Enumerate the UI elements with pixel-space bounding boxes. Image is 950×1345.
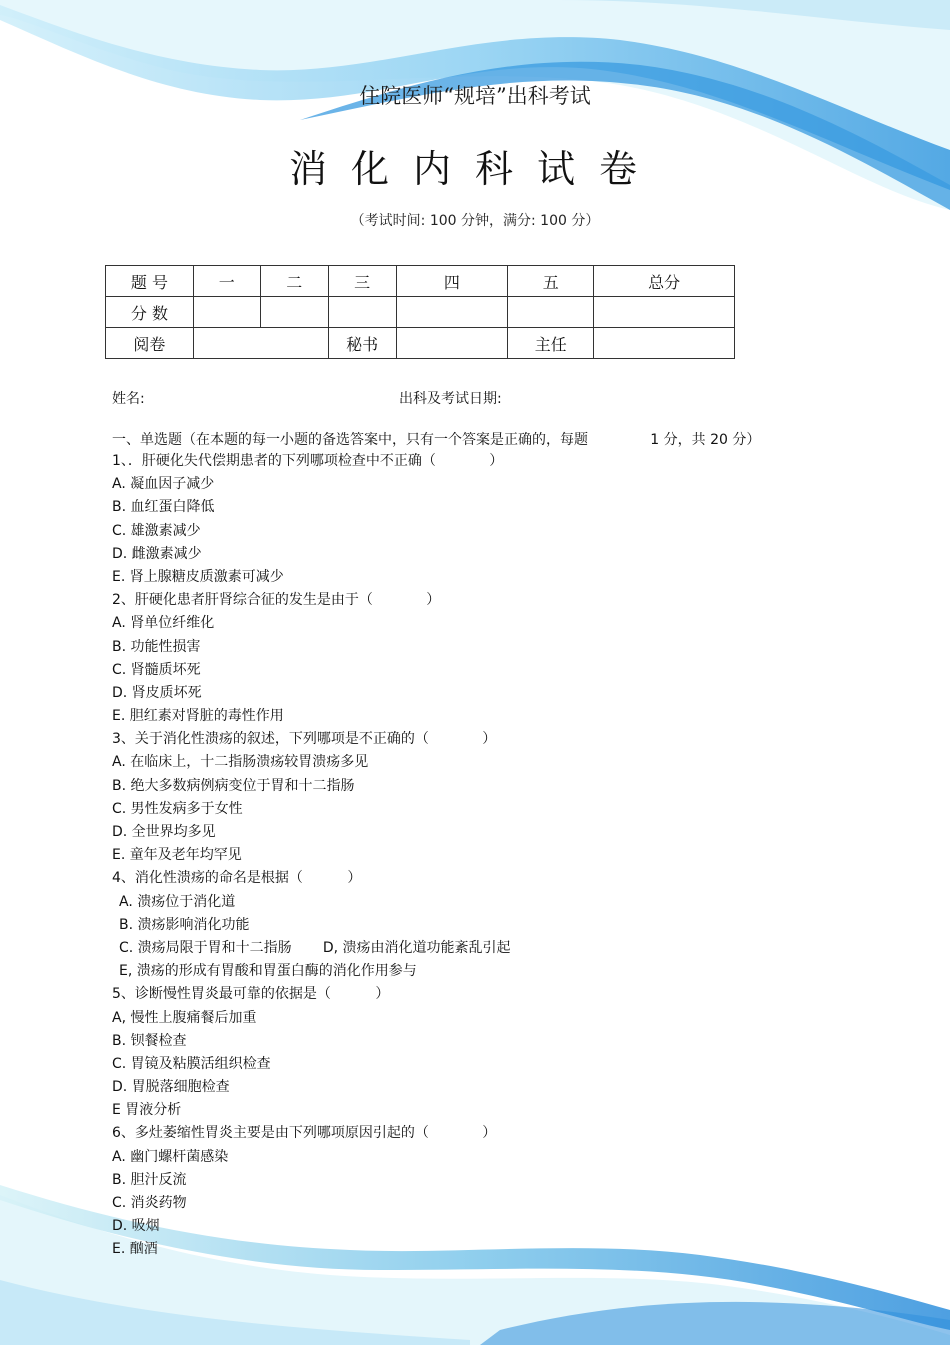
question-line: 4、消化性溃疡的命名是根据（ ） (112, 870, 362, 887)
secretary-value-cell[interactable] (396, 328, 508, 359)
header-cell-1: 一 (193, 266, 260, 297)
question-list (112, 450, 832, 1262)
option-line: E 胃液分析 (112, 1102, 182, 1119)
exam-title: 消化内科试卷 (288, 147, 661, 191)
option-line: C. 肾髓质坏死 (112, 661, 201, 678)
score-cell-2[interactable] (260, 297, 328, 328)
score-cell-5[interactable] (508, 297, 594, 328)
option-line: E. 酗酒 (112, 1241, 158, 1258)
option-line: B. 溃疡影响消化功能 (119, 916, 250, 933)
option-line: C. 男性发病多于女性 (112, 800, 243, 817)
exam-subtitle: 住院医师“规培”出科考试 (359, 84, 591, 108)
score-label-cell: 分 数 (106, 297, 194, 328)
score-cell-1[interactable] (193, 297, 260, 328)
option-line: E. 胆红素对肾脏的毒性作用 (112, 708, 284, 725)
score-table (105, 265, 735, 359)
header-cell-3: 三 (328, 266, 396, 297)
option-line: E, 溃疡的形成有胃酸和胃蛋白酶的消化作用参与 (119, 963, 417, 980)
option-line: C. 溃疡局限于胃和十二指肠 D, 溃疡由消化道功能紊乱引起 (119, 939, 511, 956)
option-line: D. 胃脱落细胞检查 (112, 1079, 230, 1096)
option-line: B. 胆汁反流 (112, 1171, 187, 1188)
option-line: B. 血红蛋白降低 (112, 499, 215, 516)
score-cell-total[interactable] (594, 297, 735, 328)
option-line: B. 绝大多数病例病变位于胃和十二指肠 (112, 777, 355, 794)
option-line: A. 幽门螺杆菌感染 (112, 1148, 229, 1165)
exam-date-label: 出科及考试日期: (399, 391, 502, 407)
header-cell-2: 二 (260, 266, 328, 297)
option-line: D. 全世界均多见 (112, 824, 216, 840)
grader-value-cell[interactable] (193, 328, 328, 359)
question-line: 5、诊断慢性胃炎最可靠的依据是（ ） (112, 986, 390, 1003)
director-value-cell[interactable] (594, 328, 735, 359)
score-table-score-row (106, 297, 735, 328)
option-line: C. 雄激素减少 (112, 522, 201, 539)
option-line: B. 功能性损害 (112, 638, 201, 655)
option-line: A. 凝血因子减少 (112, 476, 215, 493)
score-cell-4[interactable] (396, 297, 508, 328)
option-line: C. 胃镜及粘膜活组织检查 (112, 1055, 271, 1072)
score-table-header-row (106, 266, 735, 297)
option-line: D. 肾皮质坏死 (112, 684, 202, 701)
secretary-label-cell: 秘书 (328, 328, 396, 359)
option-line: A, 慢性上腹痛餐后加重 (112, 1009, 257, 1026)
option-line: B. 钡餐检查 (112, 1032, 187, 1049)
question-line: 6、多灶萎缩性胃炎主要是由下列哪项原因引起的（ ） (112, 1125, 497, 1142)
grader-label-cell: 阅卷 (106, 328, 194, 359)
director-label-cell: 主任 (508, 328, 594, 359)
option-line: A. 溃疡位于消化道 (119, 893, 236, 910)
question-line: 1、．肝硬化失代偿期患者的下列哪项检查中不正确（ ） (112, 453, 504, 469)
header-cell-total: 总分 (594, 266, 735, 297)
question-line: 3、关于消化性溃疡的叙述，下列哪项是不正确的（ ） (112, 731, 497, 748)
option-line: E. 肾上腺糖皮质激素可减少 (112, 568, 284, 585)
header-cell-5: 五 (508, 266, 594, 297)
option-line: A. 在临床上，十二指肠溃疡较胃溃疡多见 (112, 754, 369, 771)
option-line: D. 雌激素减少 (112, 545, 202, 562)
score-cell-3[interactable] (328, 297, 396, 328)
name-label: 姓名: (112, 391, 145, 407)
header-cell-4: 四 (396, 266, 508, 297)
option-line: C. 消炎药物 (112, 1195, 187, 1211)
exam-time-info: （考试时间: 100 分钟，满分: 100 分） (350, 213, 600, 229)
option-line: A. 肾单位纤维化 (112, 615, 215, 632)
score-table-signature-row (106, 328, 735, 359)
question-line: 2、肝硬化患者肝肾综合征的发生是由于（ ） (112, 592, 441, 609)
option-line: E. 童年及老年均罕见 (112, 847, 242, 864)
section-heading: 一、单选题（在本题的每一小题的备选答案中，只有一个答案是正确的，每题 1 分，共 20 分） (112, 432, 761, 448)
option-line: D. 吸烟 (112, 1218, 160, 1235)
header-cell-question-no: 题 号 (106, 266, 194, 297)
